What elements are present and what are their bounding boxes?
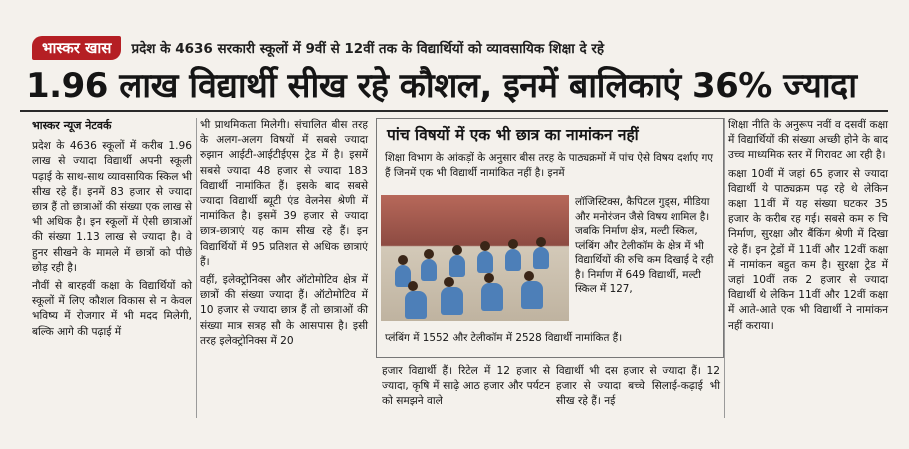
box-side-text: लॉजिस्टिक्स, कैपिटल गुड्स, मीडिया और मनोरंजन जैसे विषय शामिल है। जबकि निर्माण क्षेत्र, मल्टी स्किल, प्लंबिंग और टेलीकॉम के क्षेत्र में भी विद्यार्थियों की रुचि कम दिखाई दे रही है। निर्माण में 649 विद्यार्थी, मल्टी स्किल में 127, — [575, 196, 714, 295]
column-rule — [196, 118, 197, 418]
headline: 1.96 लाख विद्यार्थी सीख रहे कौशल, इनमें बालिकाएं 36% ज्यादा — [26, 66, 857, 106]
lower-column-2: विद्यार्थी भी दस हजार से ज्यादा हैं। 12 हजार से ज्यादा बच्चे सिलाई-कढ़ाई भी सीख रहे हैं। नई — [556, 365, 720, 408]
paragraph: नौवीं से बारहवीं कक्षा के विद्यार्थियों को स्कूलों में लिए कौशल विकास से न केवल भविष्य में रोजगार में भी मदद मिलेगी, बल्कि आगे की पढ़ाई में — [32, 280, 192, 338]
box-intro: शिक्षा विभाग के आंकड़ों के अनुसार बीस तरह के पाठ्यक्रमों में पांच ऐसे विषय दर्शाए गए हैं जिनमें एक भी विद्यार्थी नामांकित नहीं है। इनमें — [385, 152, 714, 179]
paragraph: प्रदेश के 4636 स्कूलों में करीब 1.96 लाख से ज्यादा विद्यार्थी अपनी स्कूली पढ़ाई के साथ-साथ व्यावसायिक स्किल भी सीख रहे हैं। इनमें 83 हजार से ज्यादा छात्र हैं तो छात्राओं की संख्या एक लाख से भी अधिक है। इन स्कूलों में ऐसी छात्राओं की संख्या 1.13 लाख से ज्यादा है। वे हुनर सीखने के मामले में छात्रों को पीछे छोड़ रही है। — [32, 140, 192, 274]
box-footer: प्लंबिंग में 1552 और टेलीकॉम में 2528 विद्यार्थी नामांकित हैं। — [385, 332, 623, 344]
paragraph: भी प्राथमिकता मिलेगी। संचालित बीस तरह के अलग-अलग विषयों में सबसे ज्यादा रुझान आईटी-आईटीईएस ट्रेड में है। इसमें सबसे ज्यादा 48 हजार से ज्यादा 183 विद्यार्थी नामांकित हैं। इसके बाद सबसे ज्यादा विद्यार्थी ब्यूटी एंड वेलनेस श्रेणी में नामांकित है। इसमें 39 हजार से ज्यादा छात्र-छात्राएं यह काम सीख रहे हैं। इन विद्यार्थियों में 95 प्रतिशत से अधिक छात्राएं हैं। — [200, 119, 368, 268]
article-column-2 — [200, 118, 368, 352]
box-title: पांच विषयों में एक भी छात्र का नामांकन नहीं — [387, 126, 639, 144]
publication-logo: भास्कर खास — [32, 36, 121, 60]
article-column-5 — [728, 118, 888, 337]
byline: भास्कर न्यूज नेटवर्क — [32, 119, 112, 132]
paragraph: शिक्षा नीति के अनुरूप नवीं व दसवीं कक्षा में विद्यार्थियों की संख्या अच्छी होने के बाद उच्च माध्यमिक स्तर में गिरावट आ रही है। — [728, 119, 888, 162]
column-rule — [724, 118, 725, 418]
paragraph: वहीं, इलेक्ट्रोनिक्स और ऑटोमोटिव क्षेत्र में छात्रों की संख्या ज्यादा हैं। ऑटोमोटिव में 10 हजार से ज्यादा छात्र हैं तो छात्राओं की संख्या मात्र सत्रह सौ के आसपास है। इसी तरह इलेक्ट्रोनिक्स में 20 — [200, 274, 368, 347]
classroom-photo — [381, 195, 569, 321]
article-column-1 — [32, 118, 192, 343]
sidebar-box — [376, 118, 724, 358]
paragraph: कक्षा 10वीं में जहां 65 हजार से ज्यादा विद्यार्थी ये पाठ्यक्रम पढ़ रहे थे लेकिन कक्षा 11वीं में यह संख्या घटकर 35 हजार के करीब रह गई। सबसे कम रु चि निर्माण, सुरक्षा और बैंकिंग श्रेणी में दिखा रहे हैं। इन ट्रेडों में 11वीं और 12वीं कक्षा में नामांकन बहुत कम है। सुरक्षा ट्रेड में जहां 10वीं तक 2 हजार से ज्यादा विद्यार्थी थे लेकिन 11वीं और 12वीं कक्षा में आते-आते एक भी विद्यार्थी ने नामांकन नहीं कराया। — [728, 167, 888, 332]
masthead — [32, 36, 604, 60]
kicker-line: प्रदेश के 4636 सरकारी स्कूलों में 9वीं से 12वीं तक के विद्यार्थियों को व्यावसायिक शिक्षा दे रहे — [131, 41, 605, 57]
lower-column-1: हजार विद्यार्थी हैं। रिटेल में 12 हजार से ज्यादा, कृषि में साढ़े आठ हजार और पर्यटन को समझने वाले — [382, 365, 550, 408]
headline-divider — [20, 110, 888, 112]
